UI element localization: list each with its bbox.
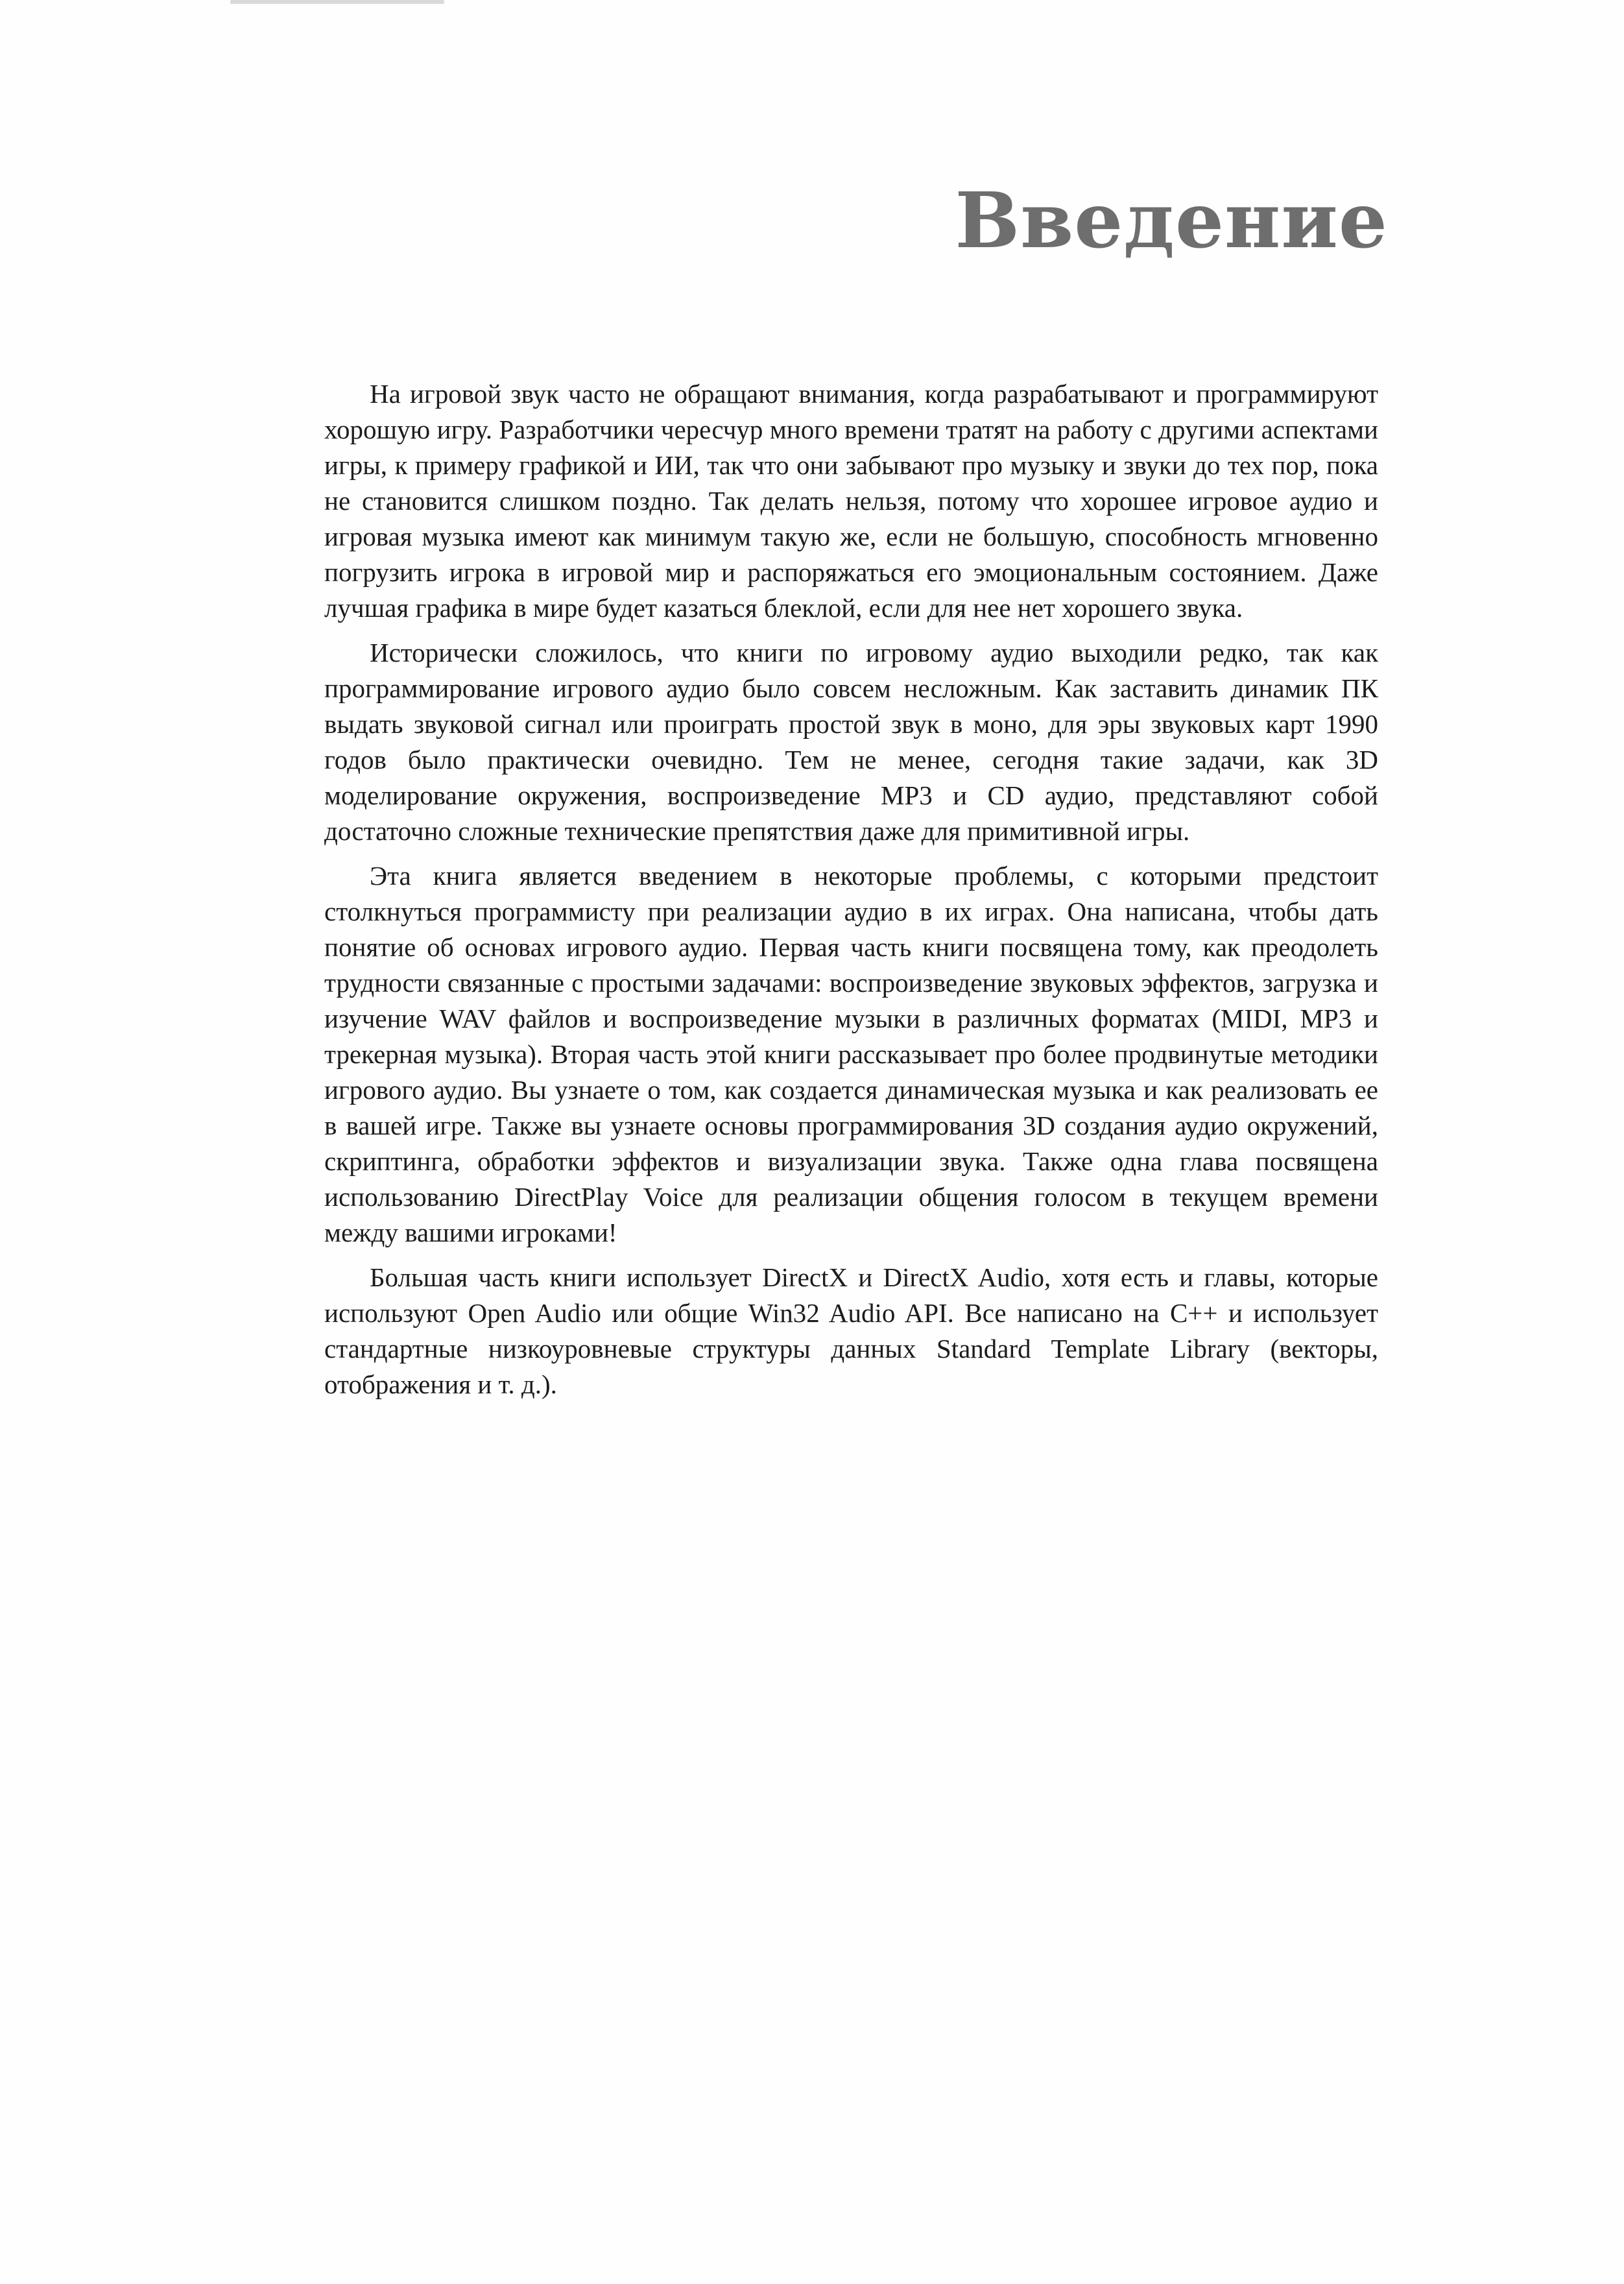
paragraph-4: Большая часть книги использует DirectX и DirectX Audio, хотя есть и главы, которые используют Open Audio или общие Win32 Audio API. Все написано на C++ и использует стандартные низкоуровневые структуры данных Standard Template Library (векторы, отображения и т. д.). <box>324 1262 1378 1399</box>
body-text <box>324 376 1378 1412</box>
chapter-title: Введение <box>955 175 1388 266</box>
paragraph-3: Эта книга является введением в некоторые проблемы, с которыми предстоит столкнуться программисту при реализации аудио в их играх. Она написана, чтобы дать понятие об основах игрового аудио. Первая часть книги посвящена тому, как преодолеть трудности связанные с простыми задачами: воспроизведение звуковых эффектов, загрузка и изучение WAV файлов и воспроизведение музыки в различных форматах (MIDI, MP3 и трекерная музыка). Вторая часть этой книги рассказывает про более продвинутые методики игрового аудио. Вы узнаете о том, как создается динамическая музыка и как реализовать ее в вашей игре. Также вы узнаете основы программирования 3D создания аудио окружений, скриптинга, обработки эффектов и визуализации звука. Также одна глава посвящена использованию DirectPlay Voice для реализации общения голосом в текущем времени между вашими игроками! <box>324 861 1378 1247</box>
scan-artifact <box>230 0 444 4</box>
paragraph-1: На игровой звук часто не обращают внимания, когда разрабатывают и программируют хорошую игру. Разработчики чересчур много времени тратят на работу с другими аспектами игры, к примеру графикой и ИИ, так что они забывают про музыку и звуки до тех пор, пока не становится слишком поздно. Так делать нельзя, потому что хорошее игровое аудио и игровая музыка имеют как минимум такую же, если не большую, способность мгновенно погрузить игрока в игровой мир и распоряжаться его эмоциональным состоянием. Даже лучшая графика в мире будет казаться блеклой, если для нее нет хорошего звука. <box>324 379 1378 623</box>
paragraph-2: Исторически сложилось, что книги по игровому аудио выходили редко, так как программирование игрового аудио было совсем несложным. Как заставить динамик ПК выдать звуковой сигнал или проиграть простой звук в моно, для эры звуковых карт 1990 годов было практически очевидно. Тем не менее, сегодня такие задачи, как 3D моделирование окружения, воспроизведение MP3 и CD аудио, представляют собой достаточно сложные технические препятствия даже для примитивной игры. <box>324 638 1378 846</box>
